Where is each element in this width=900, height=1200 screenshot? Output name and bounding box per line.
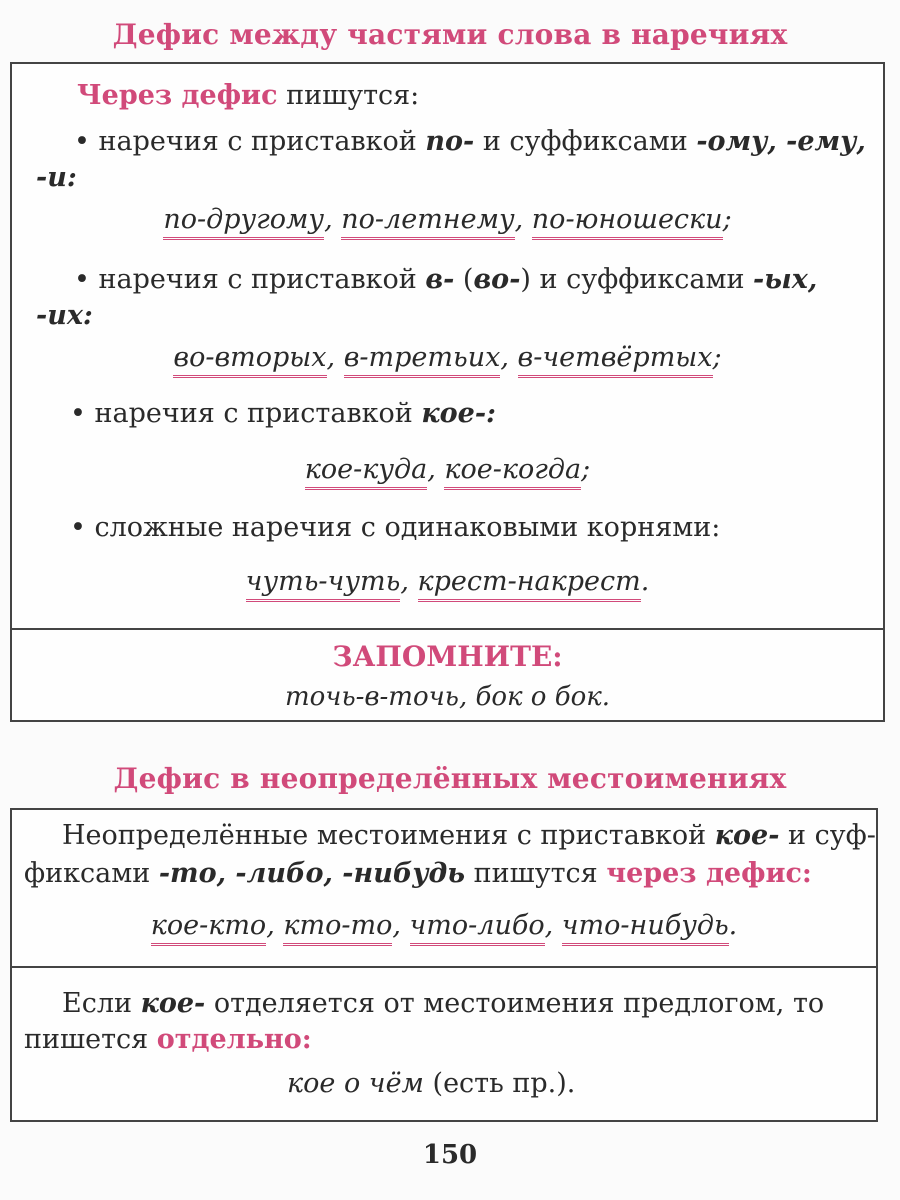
section-title-pronouns: Дефис в неопределённых местоимениях [113, 762, 787, 795]
separate-spelling-box [10, 966, 878, 1122]
pronoun-examples: кое-кто, кто-то, что-либо, что-нибудь. [12, 910, 876, 941]
pronoun-rule-line-2: фиксами -то, -либо, -нибудь пишутся через дефис: [24, 858, 812, 889]
example-1: по-другому, по-летнему, по-юношески; [12, 204, 883, 235]
rule-1: • наречия с приставкой по- и суффиксами -ому, -ему, [74, 126, 866, 157]
example-4: чуть-чуть, крест-накрест. [12, 566, 883, 597]
separate-rule-line-2: пишется отдельно: [24, 1024, 312, 1055]
remember-text: точь-в-точь, бок о бок. [284, 682, 611, 712]
remember-box [10, 628, 885, 722]
section-title-adverbs: Дефис между частями слова в наречиях [112, 18, 788, 51]
rules-box-pronouns [10, 808, 878, 968]
remember-title: ЗАПОМНИТЕ: [332, 640, 563, 673]
example-3: кое-куда, кое-когда; [12, 454, 883, 485]
rule-3: • наречия с приставкой кое-: [70, 398, 497, 429]
example-2: во-вторых, в-третьих, в-четвёртых; [12, 342, 883, 373]
rule-2-cont: -их: [36, 300, 93, 331]
rule-2: • наречия с приставкой в- (во-) и суффиксами -ых, [74, 264, 818, 295]
rules-box-adverbs [10, 62, 885, 630]
rule-1-cont: -и: [36, 162, 77, 193]
intro-line: Через дефис пишутся: [77, 80, 420, 111]
separate-rule-line-1: Если кое- отделяется от местоимения предлогом, то [62, 988, 825, 1019]
pronoun-rule-line-1: Неопределённые местоимения с приставкой кое- и суф- [62, 820, 876, 851]
rule-4: • сложные наречия с одинаковыми корнями: [70, 512, 721, 543]
page-number: 150 [422, 1140, 478, 1170]
separate-example: кое о чём (есть пр.). [287, 1068, 576, 1099]
